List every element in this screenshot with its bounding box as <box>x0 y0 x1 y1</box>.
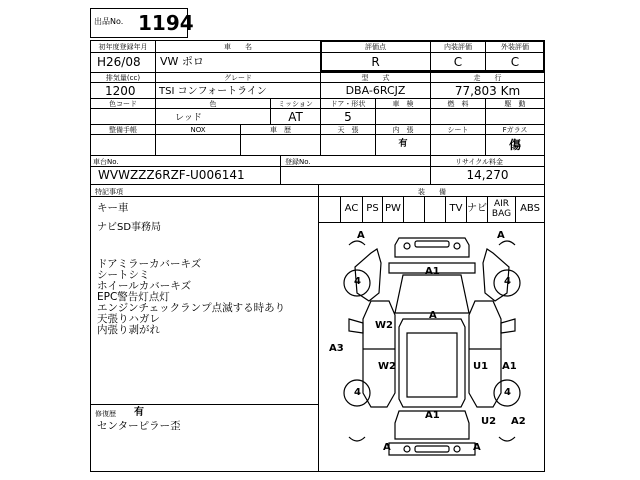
damage-tire-fr: 4 <box>504 276 511 287</box>
damage-u2: U2 <box>481 416 497 427</box>
recycle-fee-value: 14,270 <box>466 168 509 182</box>
interior-value: C <box>453 55 463 69</box>
damage-u1: U1 <box>473 361 489 372</box>
label-doors: ドア・形状 <box>330 100 366 108</box>
car-name-value: VW ポロ <box>160 55 204 68</box>
damage-tire-rl: 4 <box>354 387 361 398</box>
label-inspection: 車 検 <box>392 100 414 108</box>
car-diagram <box>319 223 545 469</box>
transmission-value: AT <box>288 110 303 124</box>
label-f-glass: Fガラス <box>502 126 528 134</box>
label-model: 型 式 <box>361 74 390 82</box>
interior-trim-value: 有 <box>398 139 408 149</box>
label-color: 色 <box>209 100 217 108</box>
note2-line-1: ドアミラーカバーキズ <box>97 258 202 270</box>
chassis-no-value: WVWZZZ6RZF-U006141 <box>98 168 245 182</box>
doors-value: 5 <box>344 110 352 124</box>
note2-line-5: エンジンチェックランプ点滅する時あり <box>97 302 286 314</box>
label-history: 車 歴 <box>270 126 291 134</box>
note-line-1: キー車 <box>97 202 129 214</box>
model-value: DBA-6RCJZ <box>345 84 406 97</box>
displacement-value: 1200 <box>105 84 136 98</box>
label-drive: 駆 動 <box>504 100 526 108</box>
label-exterior: 外装評価 <box>501 43 529 51</box>
label-grade: グレード <box>224 74 252 82</box>
damage-a-top-left: A <box>357 230 365 241</box>
label-car-name: 車 名 <box>224 43 252 51</box>
equip-pw: PW <box>385 203 401 214</box>
damage-a-bottom-right: A <box>473 442 481 453</box>
lot-number: 1194 <box>138 11 194 35</box>
damage-tire-fl: 4 <box>354 276 361 287</box>
note2-line-6: 天張りハガレ <box>97 313 160 325</box>
mileage-value: 77,803 Km <box>454 84 521 98</box>
equip-tv: TV <box>449 203 463 214</box>
label-equipment: 装 備 <box>418 188 446 196</box>
label-color-code: 色コード <box>109 100 137 108</box>
label-transmission: ミッション <box>278 100 313 108</box>
grade-value: TSI コンフォートライン <box>159 86 267 97</box>
first-reg-value: H26/08 <box>97 55 141 69</box>
color-value: レッド <box>175 113 202 123</box>
label-sunroof: 天 張 <box>337 126 359 134</box>
score-value: R <box>371 55 380 69</box>
label-interior-trim: 内 張 <box>392 126 414 134</box>
damage-a-roof: A <box>429 310 437 321</box>
damage-a1-trunk: A1 <box>425 410 440 421</box>
damage-a-top-right: A <box>497 230 505 241</box>
f-glass-value: 傷 <box>508 138 521 152</box>
label-interior: 内装評価 <box>444 43 472 51</box>
note2-line-3: ホイールカバーキズ <box>97 280 192 292</box>
equip-abs: ABS <box>520 203 540 214</box>
label-repair-history: 修復歴 <box>95 410 116 418</box>
note2-line-4: EPC警告灯点灯 <box>97 291 170 303</box>
damage-a1-hood: A1 <box>425 266 440 277</box>
damage-tire-rr: 4 <box>504 387 511 398</box>
note2-line-7: 内張り剥がれ <box>97 324 160 336</box>
lot-label: 出品No. <box>94 17 124 26</box>
label-score: 評価点 <box>365 43 386 51</box>
note-line-2: ナビSD事務局 <box>97 222 162 233</box>
label-reg-no: 登録No. <box>285 158 311 166</box>
damage-a2: A2 <box>511 416 526 427</box>
label-mileage: 走 行 <box>473 74 502 82</box>
label-notes: 特記事項 <box>95 188 123 196</box>
label-chassis-no: 車台No. <box>93 158 119 166</box>
damage-a1-right: A1 <box>502 361 517 372</box>
equip-ps: PS <box>366 203 379 214</box>
repair-note: センターピラー歪 <box>97 420 181 432</box>
damage-a3: A3 <box>329 343 344 354</box>
exterior-value: C <box>510 55 520 69</box>
equip-ac: AC <box>344 203 359 214</box>
label-fuel: 燃 料 <box>447 100 469 108</box>
label-nox: NOX <box>190 126 206 134</box>
label-first-reg: 初年度登録年月 <box>98 43 148 51</box>
label-maint-book: 整備手帳 <box>109 126 137 134</box>
label-recycle-fee: リサイクル料金 <box>455 158 504 166</box>
repair-history-value: 有 <box>134 407 144 418</box>
equip-airbag: AIR BAG <box>491 199 512 219</box>
label-seat: シート <box>447 126 469 134</box>
note2-line-2: シートシミ <box>97 269 150 281</box>
label-displacement: 排気量(cc) <box>105 74 141 82</box>
damage-a-bottom-left: A <box>383 442 391 453</box>
damage-w2-left: W2 <box>375 320 393 331</box>
damage-w2-rear-left: W2 <box>378 361 396 372</box>
equip-navi: ナビ <box>467 203 487 214</box>
